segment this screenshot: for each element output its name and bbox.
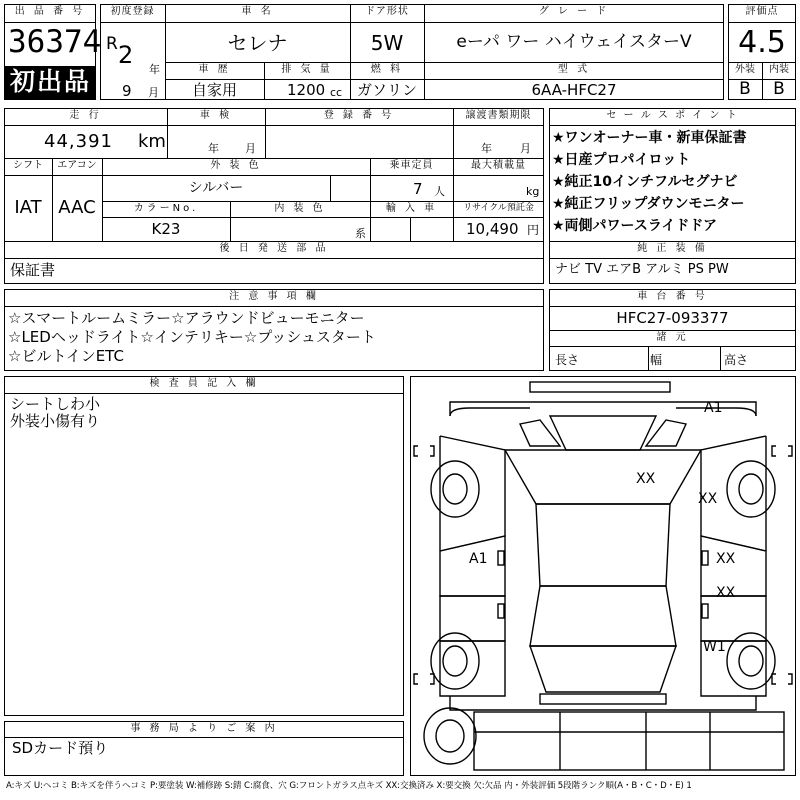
history: 自家用	[191, 81, 237, 99]
grade-label: グ レ ー ド	[538, 6, 610, 17]
lot-label: 出 品 番 号	[14, 6, 86, 17]
reg-no-label: 登 録 番 号	[323, 110, 395, 121]
mileage-label: 走 行	[69, 110, 102, 121]
chassis-label: 車 台 番 号	[637, 291, 708, 302]
interior-grade: B	[773, 79, 785, 99]
max-load-label: 最大積載量	[471, 160, 526, 171]
shift-label: シフト	[13, 160, 43, 171]
exterior-label: 外装	[735, 64, 755, 75]
yen-unit: 円	[527, 223, 540, 237]
reg-year: 2	[118, 41, 134, 69]
capacity: 7	[413, 180, 423, 198]
month-unit: 月	[148, 86, 159, 99]
caution-line: ☆LEDヘッドライト☆インテリキー☆プッシュスタート	[8, 328, 376, 346]
office-note: SDカード預り	[12, 739, 109, 757]
ext-color-label: 外 装 色	[210, 160, 262, 171]
score-label: 評価点	[745, 6, 779, 17]
kg-unit: kg	[526, 185, 540, 198]
later: 保証書	[10, 261, 56, 279]
inspection-year: 年	[208, 142, 219, 155]
chassis-number: HFC27-093377	[616, 309, 729, 327]
year-unit: 年	[149, 63, 160, 76]
inspector-note: 外装小傷有り	[10, 412, 101, 430]
damage-mark-front: A1	[704, 400, 723, 416]
recycle-label: リサイクル預託金	[463, 203, 534, 213]
damage-mark-right-front-fender: XX	[698, 491, 718, 507]
inspection-month: 月	[245, 142, 256, 155]
length-label: 長さ	[555, 353, 580, 367]
later-label: 後 日 発 送 部 品	[219, 243, 329, 254]
caution-line: ☆スマートルームミラー☆アラウンドビューモニター	[8, 309, 365, 327]
capacity-label: 乗車定員	[389, 160, 434, 171]
sales-point: ★純正フリップダウンモニター	[552, 196, 745, 212]
sales-point: ★日産プロパイロット	[552, 152, 691, 168]
equip-label: 純 正 装 備	[637, 243, 708, 254]
exterior-grade: B	[739, 79, 751, 99]
interior-label: 内装	[769, 64, 789, 75]
era: R	[106, 34, 118, 54]
int-color-label: 内 装 色	[274, 203, 326, 214]
displacement-label: 排 気 量	[281, 64, 333, 75]
sales-point: ★ワンオーナー車・新車保証書	[552, 130, 747, 146]
mileage: 44,391	[44, 131, 113, 152]
cc-unit: cc	[330, 86, 343, 99]
model: 6AA-HFC27	[531, 81, 617, 99]
equip: ナビ TV エアB アルミ PS PW	[555, 262, 729, 277]
sales-point: ★両側パワースライドドア	[552, 218, 718, 234]
person-unit: 人	[434, 185, 445, 198]
color-no-label: カラーNo.	[133, 203, 199, 214]
shift: IAT	[14, 197, 42, 218]
caution-label: 注 意 事 項 欄	[229, 291, 319, 302]
height-label: 高さ	[724, 353, 749, 367]
score: 4.5	[738, 25, 786, 60]
dims-label: 諸 元	[656, 332, 689, 343]
sales-point: ★純正10インチフルセグナビ	[552, 174, 738, 190]
fuel-label: 燃 料	[370, 64, 404, 75]
lot-number: 36374	[8, 24, 102, 60]
car-name-label: 車 名	[241, 6, 274, 17]
door: 5W	[370, 31, 404, 55]
history-label: 車 歴	[198, 64, 231, 75]
ac-label: エアコン	[57, 160, 97, 171]
inspection-label: 車 検	[199, 110, 233, 121]
displacement: 1200	[287, 81, 326, 99]
sales-label: セ ー ル ス ポ イ ン ト	[606, 110, 739, 121]
car-name: セレナ	[227, 31, 288, 55]
inspector-label: 検 査 員 記 入 欄	[149, 378, 259, 389]
color-no: K23	[151, 220, 181, 238]
transfer-month: 年	[481, 142, 492, 155]
door-label: ドア形状	[365, 6, 409, 17]
car-outline	[410, 376, 796, 776]
fuel: ガソリン	[356, 81, 417, 99]
series-unit: 系	[355, 227, 366, 240]
grade: eーパ ワー ハイウェイスターV	[456, 32, 692, 52]
recycle: 10,490	[466, 220, 519, 238]
damage-mark-right-front-door: XX	[716, 551, 736, 567]
damage-mark-left-front-door: A1	[469, 551, 488, 567]
caution-line: ☆ビルトインETC	[8, 347, 124, 365]
damage-mark-right-rear-fender: W1	[703, 639, 726, 655]
damage-mark-hood: XX	[636, 471, 656, 487]
reg-month: 9	[122, 82, 132, 100]
first-reg-label: 初度登録	[110, 6, 155, 17]
transfer-label: 譲渡書類期限	[465, 110, 532, 121]
km-unit: km	[138, 131, 166, 152]
damage-mark-right-rear-door: XX	[716, 585, 736, 601]
width-label: 幅	[650, 353, 663, 367]
import-label: 輸 入 車	[385, 203, 438, 214]
inspector-note: シートしわ小	[10, 395, 101, 413]
transfer-day: 月	[520, 142, 531, 155]
legend: A:キズ U:ヘコミ B:キズを伴うヘコミ P:要塗装 W:補修跡 S:錆 C:腐食、穴 G:フロントガラス点キズ XX:交換済み X:要交換 欠:欠品 内・外装評価 5段階ランク順(A・B・C・D・E) 1	[6, 781, 692, 791]
ext-color: シルバー	[188, 180, 244, 196]
first-listing: 初出品	[10, 67, 92, 96]
office-label: 事 務 局 よ り ご 案 内	[130, 723, 278, 734]
model-label: 型 式	[557, 64, 591, 75]
ac: AAC	[58, 197, 96, 218]
